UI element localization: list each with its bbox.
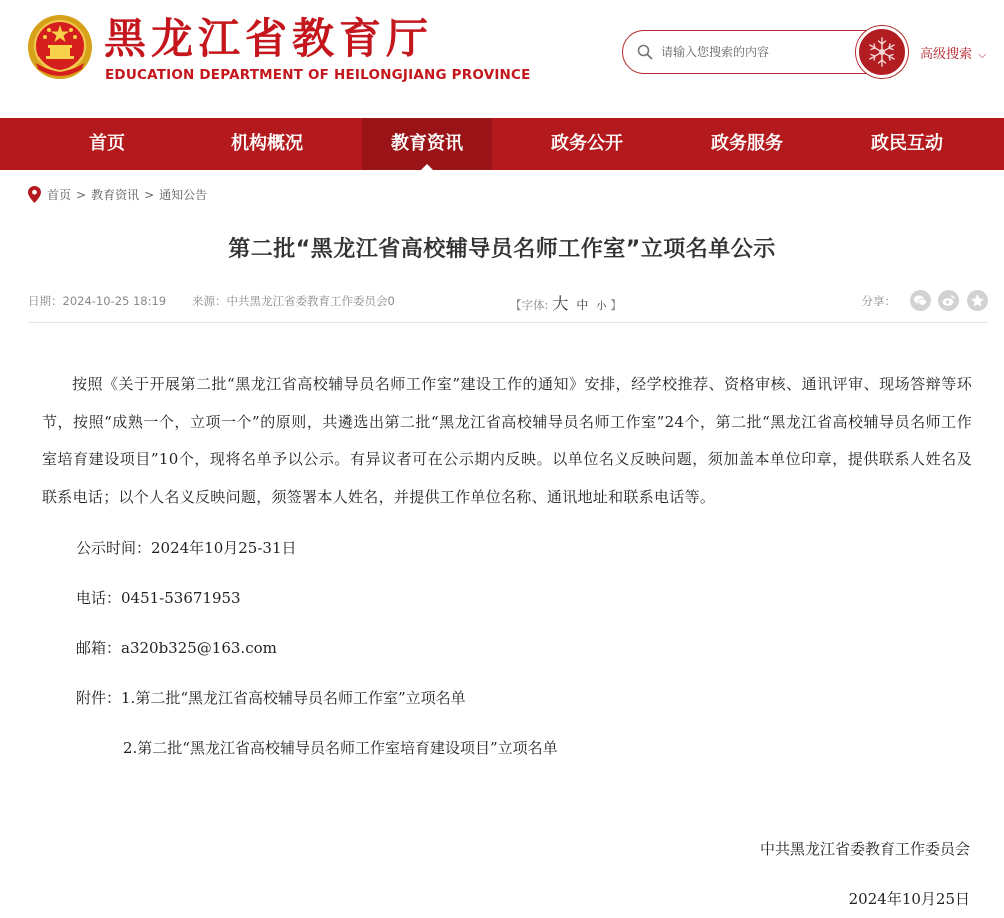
nav-item-gov-info[interactable]: 政务公开 xyxy=(551,133,623,154)
site-header xyxy=(0,0,1004,118)
notice-period: 公示时间：2024年10月25-31日 xyxy=(76,539,297,557)
national-emblem-icon[interactable] xyxy=(26,13,94,81)
article-source: 来源：中共黑龙江省委教育工作委员会0 xyxy=(192,294,395,308)
article-date: 日期：2024-10-25 18:19 xyxy=(28,294,167,308)
weibo-icon[interactable] xyxy=(938,290,959,311)
site-subtitle: EDUCATION DEPARTMENT OF HEILONGJIANG PROVINCE xyxy=(105,67,531,83)
sign-date: 2024年10月25日 xyxy=(848,890,970,908)
advanced-search-label: 高级搜索 xyxy=(920,47,973,62)
contact-phone: 电话：0451-53671953 xyxy=(76,589,241,607)
breadcrumb xyxy=(28,186,207,206)
font-size-medium-button[interactable]: 中 xyxy=(576,298,589,312)
breadcrumb-notices[interactable]: 通知公告 xyxy=(159,188,208,202)
site-title[interactable]: 黑龙江省教育厅 xyxy=(104,14,434,63)
advanced-search-link[interactable] xyxy=(920,43,986,62)
qzone-icon[interactable] xyxy=(967,290,988,311)
font-size-prefix: 【字体: xyxy=(510,298,549,312)
breadcrumb-separator: > xyxy=(76,188,87,202)
nav-item-about[interactable]: 机构概况 xyxy=(231,133,303,154)
font-size-large-button[interactable]: 大 xyxy=(552,294,569,313)
font-size-suffix: 】 xyxy=(610,298,622,312)
share-label: 分享： xyxy=(861,293,897,308)
nav-item-home[interactable]: 首页 xyxy=(89,133,125,154)
search-input[interactable] xyxy=(661,41,861,63)
search-icon xyxy=(637,44,653,60)
article-meta xyxy=(28,282,988,323)
nav-item-news[interactable]: 教育资讯 xyxy=(362,118,492,170)
breadcrumb-news[interactable]: 教育资讯 xyxy=(91,188,140,202)
article-body xyxy=(42,366,972,516)
attachments xyxy=(76,687,466,708)
search-snowflake-icon xyxy=(859,29,905,75)
contact-email: 邮箱：a320b325@163.com xyxy=(76,639,277,657)
font-size-small-button[interactable]: 小 xyxy=(596,301,607,312)
search-button[interactable] xyxy=(856,26,908,78)
breadcrumb-home[interactable]: 首页 xyxy=(47,188,72,202)
attachment-link-2[interactable]: 2.第二批“黑龙江省高校辅导员名师工作室培育建设项目”立项名单 xyxy=(123,739,558,757)
search-box xyxy=(622,30,888,74)
nav-item-interaction[interactable]: 政民互动 xyxy=(871,133,943,154)
attachment-link-1[interactable]: 1.第二批“黑龙江省高校辅导员名师工作室”立项名单 xyxy=(121,689,466,707)
location-pin-icon xyxy=(28,186,41,203)
main-nav xyxy=(0,118,1004,170)
nav-item-gov-service[interactable]: 政务服务 xyxy=(711,133,783,154)
signature: 中共黑龙江省委教育工作委员会 xyxy=(759,840,970,858)
font-size-control xyxy=(510,291,622,314)
chevron-down-icon: ⌵ xyxy=(978,48,987,61)
share-bar xyxy=(862,290,988,314)
wechat-icon[interactable] xyxy=(910,290,931,311)
attachment-label: 附件： xyxy=(76,689,122,707)
article-title: 第二批“黑龙江省高校辅导员名师工作室”立项名单公示 xyxy=(228,237,776,262)
breadcrumb-separator: > xyxy=(144,188,155,202)
article-paragraph: 按照《关于开展第二批“黑龙江省高校辅导员名师工作室”建设工作的通知》安排，经学校推荐、资格审核、通讯评审、现场答辩等环节，按照“成熟一个，立项一个”的原则，共遴选出第二批“黑龙江省高校辅导员名师工作室”24个，第二批“黑龙江省高校辅导员名师工作室培育建设项目”10个，现将名单予以公示。有异议者可在公示期内反映。以单位名义反映问题，须加盖本单位印章，提供联系人姓名及联系电话；以个人名义反映问题，须签署本人姓名，并提供工作单位名称、通讯地址和联系电话等。 xyxy=(42,375,972,506)
